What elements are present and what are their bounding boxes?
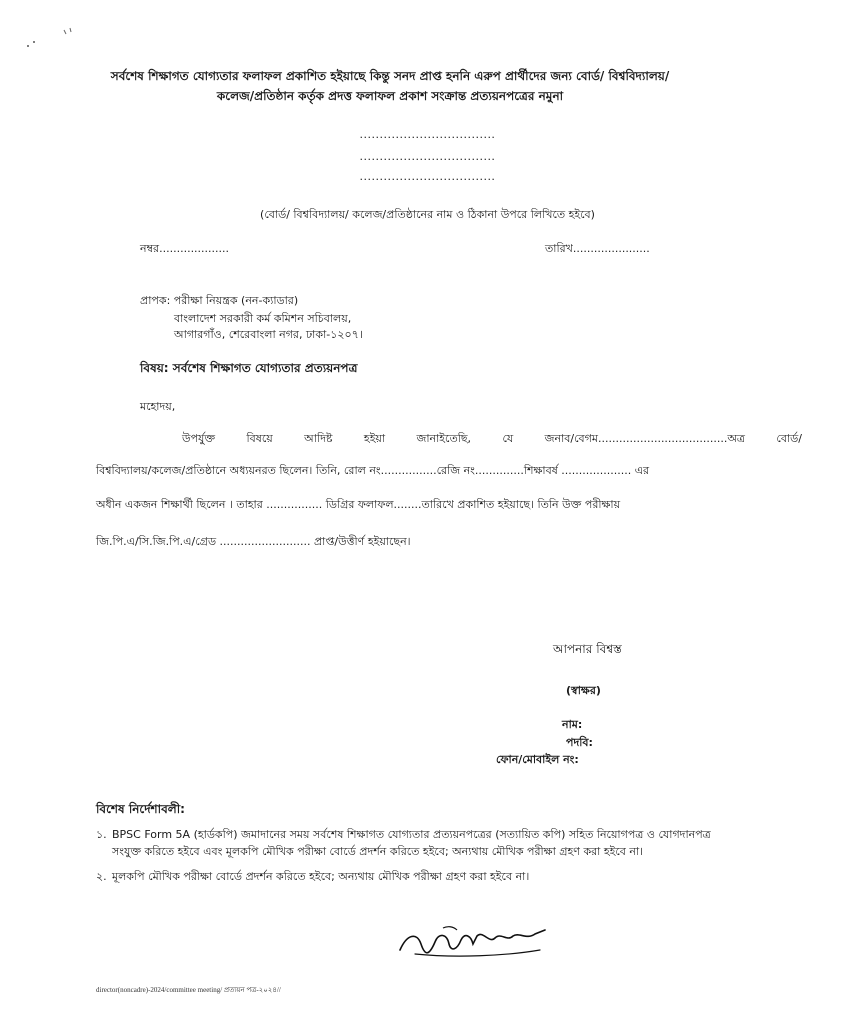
body-paragraph-line-2: বিশ্ববিদ্যালয়/কলেজ/প্রতিষ্ঠানে অধ্যয়নরত ছিলেন। তিনি, রোল নং................রেজি নং..............শিক্ষাবর্ষ .................... এর — [96, 464, 650, 477]
subject-line: বিষয়: সর্বশেষ শিক্ষাগত যোগ্যতার প্রত্যয়নপত্র — [140, 361, 358, 375]
para1-word: আদিষ্ট — [304, 432, 333, 445]
handwritten-signature — [395, 922, 555, 962]
body-paragraph-line-4: জি.পি.এ/সি.জি.পি.এ/গ্রেড .......................... প্রাপ্ত/উত্তীর্ণ হইয়াছেন। — [96, 535, 411, 548]
instruction-text: মূলকপি মৌখিক পরীক্ষা বোর্ডে প্রদর্শন করিতে হইবে; অন্যথায় মৌখিক পরীক্ষা গ্রহণ করা হইবে না। — [112, 870, 530, 883]
address-line-1: .................................. — [359, 128, 496, 141]
date-field: তারিখ...................... — [545, 242, 650, 255]
memo-number: নম্বর.................... — [140, 242, 230, 255]
address-line-3: .................................. — [359, 170, 496, 183]
closing-phrase: আপনার বিশ্বস্ত — [553, 642, 622, 656]
para1-words — [182, 430, 802, 449]
instructions-heading: বিশেষ নির্দেশাবলী: — [96, 802, 185, 816]
document-title — [60, 66, 720, 106]
recipient-line-1: প্রাপক: পরীক্ষা নিয়ন্ত্রক (নন-ক্যাডার) — [140, 294, 299, 307]
instruction-item — [96, 868, 716, 885]
para1-word: বোর্ড/ — [776, 432, 802, 445]
signature-label: (স্বাক্ষর) — [566, 684, 601, 697]
para1-word: হইয়া — [363, 432, 386, 445]
recipient-line-2: বাংলাদেশ সরকারী কর্ম কমিশন সচিবালয়, — [174, 312, 352, 325]
instruction-item — [96, 826, 716, 860]
para1-word: যে — [502, 432, 514, 445]
address-note: (বোর্ড/ বিশ্ববিদ্যালয়/ কলেজ/প্রতিষ্ঠানের নাম ও ঠিকানা উপরে লিখিতে হইবে) — [260, 208, 595, 221]
phone-label: ফোন/মোবাইল নং: — [496, 753, 579, 766]
para1-word: জনাব/বেগম.....................................অত্র — [544, 432, 745, 445]
salutation: মহোদয়, — [140, 400, 176, 413]
address-line-2: .................................. — [359, 150, 496, 163]
name-label: নাম: — [562, 718, 583, 731]
footer-reference: director(noncadre)-2024/committee meeting/ প্রত্যয়ন পত্র-২০২৪// — [96, 986, 281, 994]
body-paragraph-line-1 — [96, 430, 802, 449]
instruction-number: ২. — [96, 870, 107, 883]
designation-label: পদবি: — [566, 736, 593, 749]
instruction-number: ১. — [96, 828, 107, 841]
title-line-1: সর্বশেষ শিক্ষাগত যোগ্যতার ফলাফল প্রকাশিত হইয়াছে কিন্তু সনদ প্রাপ্ত হননি এরুপ প্রার্থীদের জন্য বোর্ড/ বিশ্ববিদ্যালয়/ — [110, 69, 670, 83]
scan-marks — [24, 26, 74, 56]
para1-word: বিষয়ে — [246, 432, 273, 445]
title-line-2: কলেজ/প্রতিষ্ঠান কর্তৃক প্রদত্ত ফলাফল প্রকাশ সংক্রান্ত প্রত্যয়নপত্রের নমুনা — [216, 89, 564, 103]
instructions-list — [96, 826, 716, 893]
para1-word: জানাইতেছি, — [416, 432, 472, 445]
instruction-text: BPSC Form 5A (হার্ডকপি) জমাদানের সময় সর্বশেষ শিক্ষাগত যোগ্যতার প্রত্যয়নপত্রের (সত্যায়িত কপি) সহিত নিয়োগপত্র ও যোগদানপত্র সংযুক্ত করিতে হইবে এবং মূলকপি মৌখিক পরীক্ষা বোর্ডে প্রদর্শন করিতে হইবে; অন্যথায় মৌখিক পরীক্ষা গ্রহণ করা হইবে না। — [112, 828, 711, 858]
para1-word: উপর্যুক্ত — [182, 432, 216, 445]
recipient-line-3: আগারগাঁও, শেরেবাংলা নগর, ঢাকা-১২০৭। — [174, 328, 363, 341]
body-paragraph-line-3: অধীন একজন শিক্ষার্থী ছিলেন । তাহার ................ ডিগ্রির ফলাফল........তারিখে প্রকাশিত হইয়াছে। তিনি উক্ত পরীক্ষায় — [96, 498, 621, 511]
